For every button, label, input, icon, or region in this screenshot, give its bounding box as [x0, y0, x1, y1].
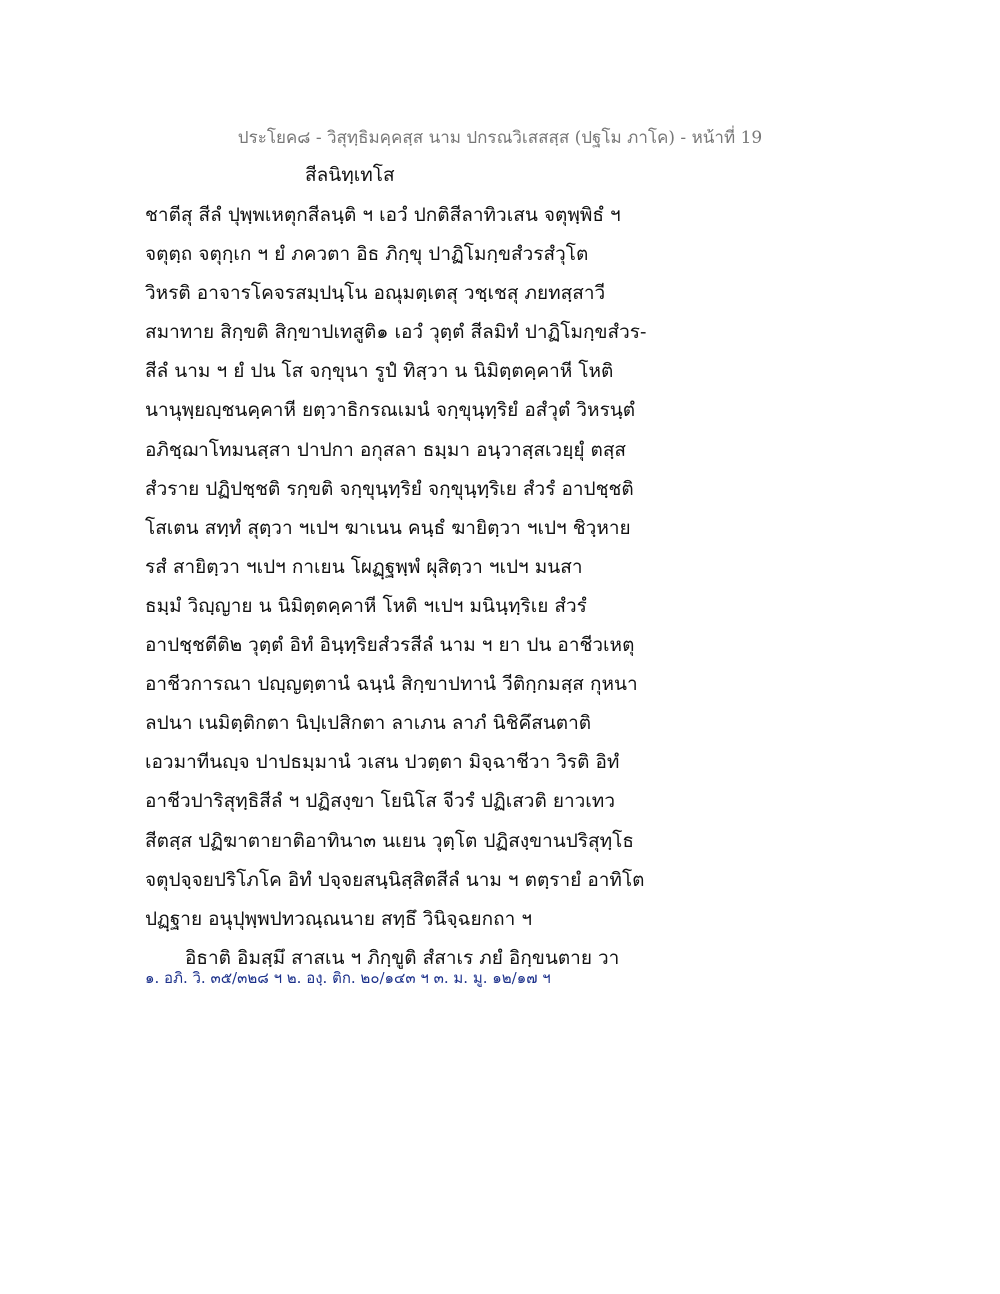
body-line: โสเตน สทฺทํ สุตฺวา ฯเปฯ ฆาเนน คนฺธํ ฆายิตฺวา ฯเปฯ ชิวฺหาย [145, 516, 631, 539]
body-line: อาชีวการณา ปญฺญตฺตานํ ฉนฺนํ สิกฺขาปทานํ วีติกฺกมสฺส กุหนา [145, 673, 638, 696]
body-line: ธมฺมํ วิญฺญาย น นิมิตฺตคฺคาหี โหติ ฯเปฯ มนินฺทฺริเย สํวรํ [145, 594, 587, 617]
paragraph-start-line: อิธาติ อิมสฺมึ สาสเน ฯ ภิกฺขูติ สํสาเร ภยํ อิกฺขนตาย วา [185, 946, 620, 969]
body-text [145, 196, 705, 978]
body-line: วิหรติ อาจารโคจรสมฺปนฺโน อณุมตฺเตสุ วชฺเชสุ ภยทสฺสาวี [145, 282, 606, 305]
running-header: ประโยค๘ - วิสุทฺธิมคฺคสฺส นาม ปกรณวิเสสสฺส (ปฐโม ภาโค) - หน้าที่ 19 [237, 128, 763, 148]
body-line: สีลํ นาม ฯ ยํ ปน โส จกฺขุนา รูปํ ทิสฺวา น นิมิตฺตคฺคาหี โหติ [145, 360, 614, 383]
footnote-references: ๑. อภิ. วิ. ๓๕/๓๒๘ ฯ ๒. องฺ. ติก. ๒๐/๑๔๓ ฯ ๓. ม. มู. ๑๒/๑๗ ฯ [145, 969, 551, 987]
body-line: อาปชฺชตีติ๒ วุตฺตํ อิทํ อินฺทฺริยสํวรสีลํ นาม ฯ ยา ปน อาชีวเหตุ [145, 634, 635, 657]
body-line: ชาตีสุ สีลํ ปุพฺพเหตุกสีลนฺติ ฯ เอวํ ปกติสีลาทิวเสน จตุพฺพิธํ ฯ [145, 204, 621, 226]
body-line: จตุปจฺจยปริโภโค อิทํ ปจฺจยสนฺนิสฺสิตสีลํ นาม ฯ ตตฺรายํ อาทิโต [145, 868, 645, 891]
body-line: ปฏฺฐาย อนุปุพฺพปทวณฺณนาย สทฺธึ วินิจฺฉยกถา ฯ [145, 907, 532, 930]
body-line: ลปนา เนมิตฺติกตา นิปฺเปสิกตา ลาเภน ลาภํ นิชิคึสนตาติ [145, 712, 592, 735]
body-line: สํวราย ปฏิปชฺชติ รกฺขติ จกฺขุนฺทฺริยํ จกฺขุนฺทฺริเย สํวรํ อาปชฺชติ [145, 477, 634, 500]
body-line: เอวมาทีนญฺจ ปาปธมฺมานํ วเสน ปวตฺตา มิจฺฉาชีวา วิรติ อิทํ [145, 751, 620, 774]
body-line: สีตสฺส ปฏิฆาตายาติอาทินา๓ นเยน วุตฺโต ปฏิสงฺขานปริสุทฺโธ [145, 829, 634, 852]
section-heading: สีลนิทฺเทโส [305, 164, 395, 186]
body-line: รสํ สายิตฺวา ฯเปฯ กาเยน โผฏฺฐพฺพํ ผุสิตฺวา ฯเปฯ มนสา [145, 555, 583, 578]
body-line: อภิชฺฌาโทมนสฺสา ปาปกา อกุสลา ธมฺมา อนฺวาสฺสเวยฺยุํ ตสฺส [145, 438, 627, 461]
body-line: นานุพฺยญฺชนคฺคาหี ยตฺวาธิกรณเมนํ จกฺขุนฺทฺริยํ อสํวุตํ วิหรนฺตํ [145, 399, 636, 422]
body-line: อาชีวปาริสุทฺธิสีลํ ฯ ปฏิสงฺขา โยนิโส จีวรํ ปฏิเสวติ ยาวเทว [145, 790, 615, 813]
body-line: สมาทาย สิกฺขติ สิกฺขาปเทสูติ๑ เอวํ วุตฺตํ สีลมิทํ ปาฏิโมกฺขสํวร- [145, 321, 647, 344]
body-line: จตุตฺถ จตุกฺเก ฯ ยํ ภควตา อิธ ภิกฺขุ ปาฏิโมกฺขสํวรสํวุโต [145, 243, 589, 266]
